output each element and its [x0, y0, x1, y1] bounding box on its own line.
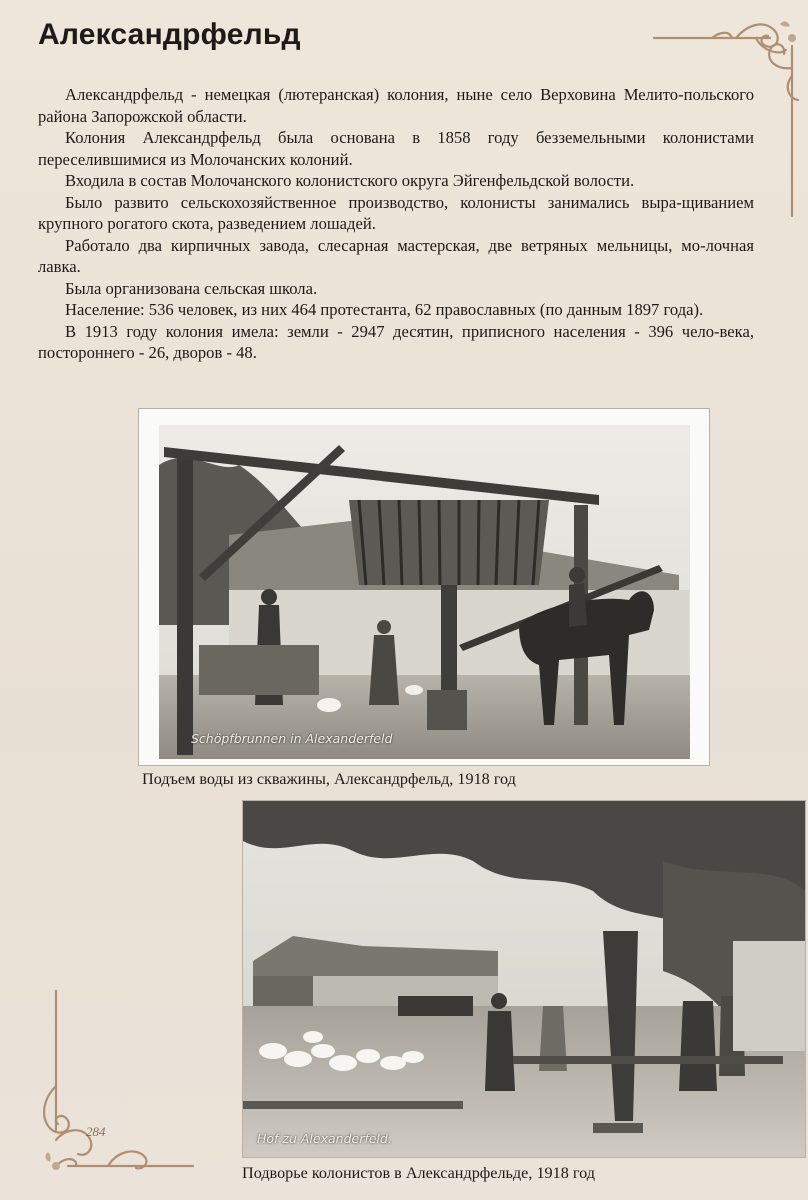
photo-well [138, 408, 710, 766]
photo-well-image [159, 425, 690, 759]
article-body [38, 84, 754, 364]
photo-yard-caption: Подворье колонистов в Александрфельде, 1918 год [242, 1164, 595, 1182]
photo-well-label: Schöpfbrunnen in Alexanderfeld [191, 731, 393, 746]
photo-yard [242, 800, 806, 1158]
page-number: 284 [86, 1124, 106, 1139]
paragraph: Колония Александрфельд была основана в 1858 году безземельными колонистами переселившимися из Молочанских колоний. [38, 128, 754, 169]
corner-ornament-bottom-left [38, 990, 198, 1180]
paragraph: Была организована сельская школа. [65, 278, 318, 298]
page-title: Александрфельд [38, 18, 301, 51]
paragraph: В 1913 году колония имела: земли - 2947 десятин, приписного населения - 396 чело-века, постороннего - 26, дворов - 48. [38, 321, 754, 362]
paragraph: Александрфельд - немецкая (лютеранская) колония, ныне село Верховина Мелито-польского района Запорожской области. [38, 85, 754, 126]
paragraph: Работало два кирпичных завода, слесарная мастерская, две ветряных мельницы, мо-лочная лавка. [38, 235, 754, 276]
paragraph: Население: 536 человек, из них 464 протестанта, 62 православных (по данным 1897 года). [65, 300, 704, 319]
photo-yard-label: Hof zu Alexanderfeld. [257, 1131, 392, 1146]
photo-well-caption: Подъем воды из скважины, Александрфельд, 1918 год [142, 770, 516, 788]
paragraph: Входила в состав Молочанского колонистского округа Эйгенфельдской волости. [65, 171, 635, 190]
paragraph: Было развито сельскохозяйственное производство, колонисты занимались выра-щиванием крупного рогатого скота, разведением лошадей. [38, 192, 754, 233]
photo-yard-image [243, 801, 805, 1157]
